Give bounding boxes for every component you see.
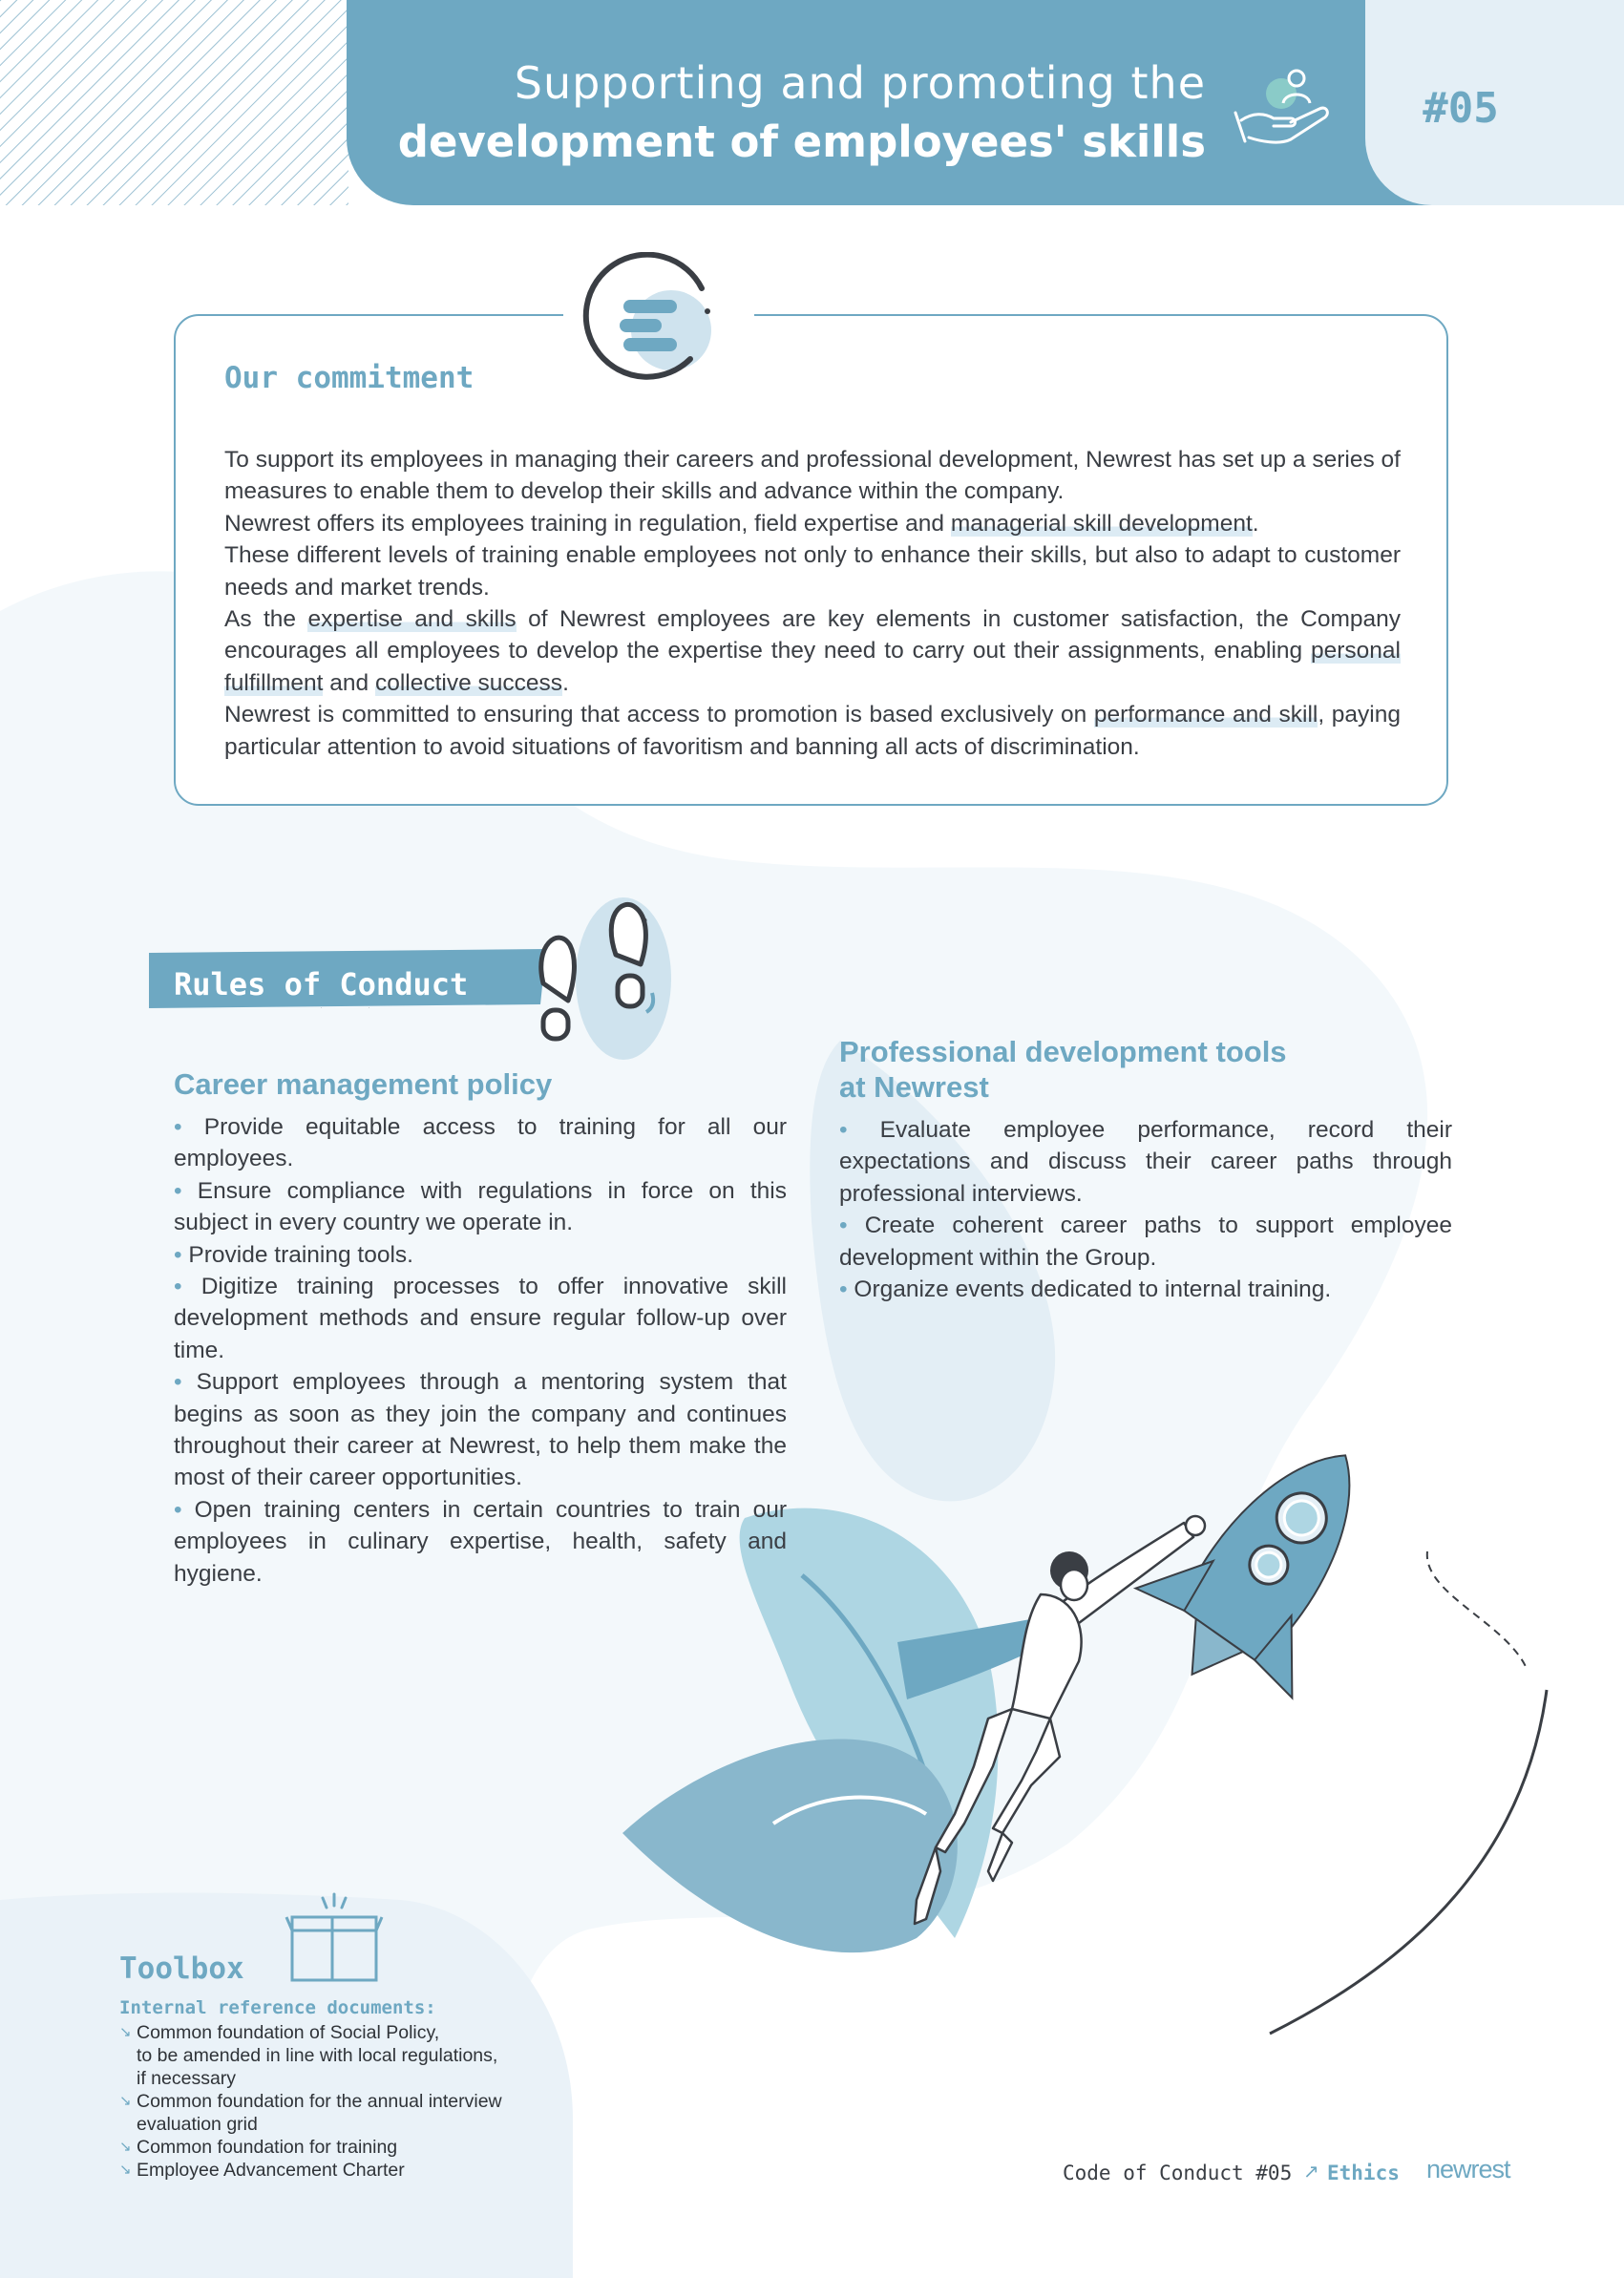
commitment-paragraph [224, 603, 1401, 699]
commitment-paragraph [224, 444, 1401, 508]
toolbox-document-item[interactable] [119, 2136, 568, 2159]
toolbox-document-list [119, 2021, 568, 2182]
list-item-text: Digitize training processes to offer innovative skill development methods and ensure regular follow-up over time. [174, 1274, 788, 1363]
header-hatch-pattern [0, 0, 348, 205]
bullet-icon: • [839, 1117, 880, 1143]
commitment-text: , paying particular attention to avoid situations of favoritism and banning all acts of discrimination. [224, 702, 1401, 760]
highlighted-term: performance and skill [1093, 702, 1318, 728]
commitment-paragraph [224, 508, 1401, 539]
list-item-text: Open training centers in certain countries to train our employees in culinary expertise, health, safety and hygiene. [174, 1496, 787, 1587]
commitment-text: . [562, 669, 569, 696]
open-box-icon [285, 1890, 385, 1986]
arrow-down-right-icon: ↘ [119, 2024, 132, 2040]
highlighted-term: expertise and skills [307, 606, 517, 633]
footer-code-of-conduct: Code of Conduct #05 [1063, 2162, 1293, 2184]
commitment-text: To support its employees in managing their careers and professional development, Newrest has set up a series of measures to enable them to develop their skills and advance within the company. [224, 447, 1401, 505]
commitment-text: and [323, 669, 375, 696]
commitment-body [224, 444, 1401, 763]
list-item-text: Support employees through a mentoring system that begins as soon as they join the company and continues throughout their career at Newrest, to help them make the most of their career opportunities. [174, 1369, 787, 1491]
commitment-text: . [1252, 510, 1259, 537]
career-management-heading: Career management policy [174, 1067, 553, 1101]
footprints-icon [530, 888, 683, 1065]
bullet-icon: • [174, 1177, 198, 1204]
arrow-down-right-icon: ↘ [119, 2139, 132, 2155]
toolbox-document-text: to be amended in line with local regulations, [137, 2045, 498, 2066]
toolbox-document-text: Employee Advancement Charter [137, 2160, 405, 2181]
list-item-text: Evaluate employee performance, record their expectations and discuss their career paths through professional interviews. [839, 1117, 1452, 1207]
bullet-icon: • [839, 1276, 854, 1303]
toolbox-document-item[interactable] [119, 2159, 568, 2182]
highlighted-term: personal fulfillment [224, 638, 1401, 696]
bullet-icon: • [174, 1274, 201, 1300]
development-tools-list [839, 1114, 1452, 1305]
list-item [174, 1239, 787, 1271]
toolbox-subheading: Internal reference documents: [119, 1997, 436, 2018]
commitment-heading: Our commitment [224, 361, 475, 395]
toolbox-document-item[interactable] [119, 2090, 568, 2136]
toolbox-document-text: Common foundation of Social Policy, [137, 2022, 440, 2043]
toolbox-document-text: Common foundation for the annual interview [137, 2091, 502, 2112]
commitment-text: These different levels of training enable employees not only to enhance their skills, but also to adapt to customer needs and market trends. [224, 542, 1401, 601]
commitment-paragraph [224, 539, 1401, 603]
bullet-icon: • [174, 1114, 204, 1140]
list-item [174, 1111, 787, 1175]
list-item [174, 1175, 787, 1239]
toolbox-document-text: Common foundation for training [137, 2137, 398, 2158]
list-item [839, 1114, 1452, 1210]
toolbox-document-text: evaluation grid [137, 2114, 258, 2135]
highlighted-term: collective success [374, 669, 563, 696]
list-item [839, 1274, 1452, 1305]
bullet-icon: • [174, 1369, 197, 1396]
highlighted-term: managerial skill development [950, 510, 1253, 537]
toolbox-heading: Toolbox [119, 1951, 244, 1986]
hand-holding-person-icon [1232, 65, 1346, 151]
chapter-number: #05 [1423, 84, 1499, 133]
development-tools-heading-line: Professional development tools [839, 1035, 1287, 1068]
list-item-text: Provide equitable access to training for all our employees. [174, 1114, 787, 1172]
commitment-text: Newrest is committed to ensuring that access to promotion is based exclusively on [224, 702, 1094, 728]
bullet-icon: • [174, 1241, 189, 1268]
commitment-text: As the [224, 606, 308, 633]
newrest-e-logo-icon [578, 252, 749, 395]
rules-of-conduct-title: Rules of Conduct [174, 966, 469, 1002]
list-item [839, 1210, 1452, 1274]
footer-section-link[interactable]: Ethics [1327, 2162, 1400, 2184]
arrow-down-right-icon: ↘ [119, 2093, 132, 2109]
commitment-paragraph [224, 699, 1401, 763]
development-tools-heading [839, 1034, 1287, 1105]
arrow-down-right-icon: ↘ [119, 2162, 132, 2178]
toolbox-document-item[interactable] [119, 2021, 568, 2090]
list-item [174, 1366, 787, 1494]
development-tools-heading-line: at Newrest [839, 1070, 989, 1104]
list-item [174, 1494, 787, 1590]
page-title-line-1: Supporting and promoting the [514, 57, 1206, 109]
list-item-text: Ensure compliance with regulations in force on this subject in every country we operate in. [174, 1177, 787, 1236]
newrest-logo: newrest [1426, 2155, 1510, 2183]
bullet-icon: • [174, 1496, 195, 1523]
list-item-text: Organize events dedicated to internal training. [854, 1276, 1332, 1303]
list-item-text: Create coherent career paths to support employee development within the Group. [839, 1213, 1453, 1271]
arrow-up-right-icon: ↗ [1303, 2162, 1319, 2183]
career-management-list [174, 1111, 787, 1590]
toolbox-document-text: if necessary [137, 2068, 237, 2089]
commitment-text: Newrest offers its employees training in regulation, field expertise and [224, 510, 951, 537]
list-item [174, 1271, 787, 1366]
commitment-text: of Newrest employees are key elements in customer satisfaction, the Company encourages all employees to develop the expertise they need to carry out their assignments, enabling [224, 606, 1402, 664]
page-title-line-2: development of employees' skills [397, 116, 1206, 167]
bullet-icon: • [839, 1213, 865, 1239]
list-item-text: Provide training tools. [188, 1241, 413, 1268]
